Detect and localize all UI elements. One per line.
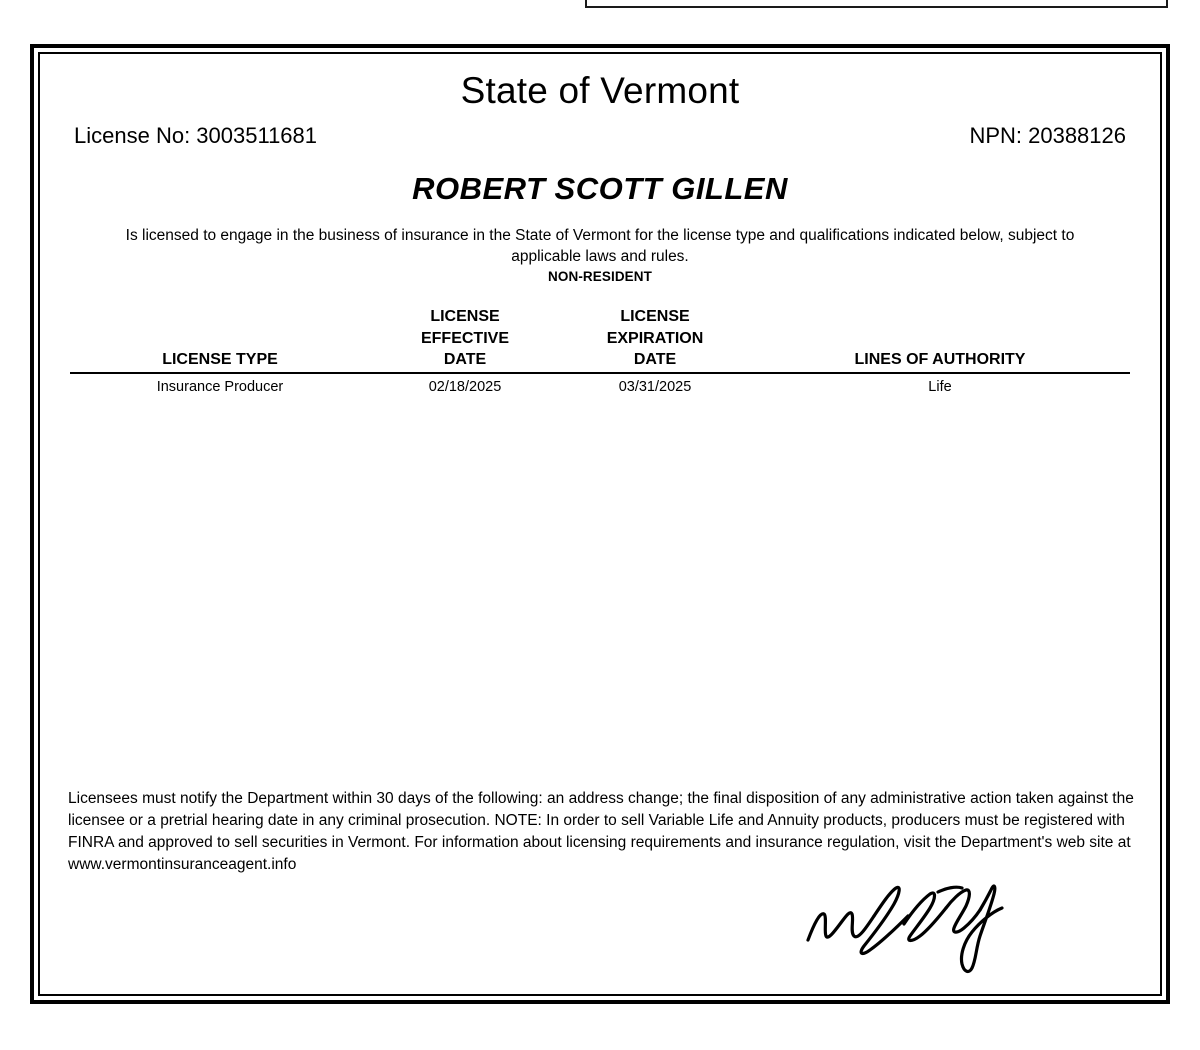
page-title: State of Vermont [460, 70, 740, 111]
cell-effective-date: 02/18/2025 [428, 379, 502, 396]
expiration-date-line-2: EXPIRATION [606, 329, 704, 347]
column-header-expiration-date [560, 306, 750, 373]
certificate-content [40, 54, 1160, 994]
top-clipped-box [585, 0, 1168, 8]
cell-license-type: Insurance Producer [156, 379, 284, 396]
expiration-date-line-1: LICENSE [620, 308, 690, 326]
identifier-row [68, 123, 1132, 149]
license-statement: Is licensed to engage in the business of insurance in the State of Vermont for the license type and qualifications indicated below, subject to applicable laws and rules. [125, 226, 1075, 265]
npn-number: NPN: 20388126 [969, 122, 1126, 148]
column-header-effective-date [370, 306, 560, 373]
effective-date-line-3: DATE [443, 350, 487, 368]
residency-status: NON-RESIDENT [548, 269, 652, 285]
column-header-lines-of-authority-label: LINES OF AUTHORITY [854, 350, 1026, 368]
license-certificate [30, 44, 1170, 1004]
column-header-lines-of-authority [750, 306, 1130, 373]
licensee-name: ROBERT SCOTT GILLEN [412, 170, 788, 206]
license-number: License No: 3003511681 [74, 122, 318, 148]
expiration-date-line-3: DATE [633, 350, 677, 368]
table-header-row [70, 306, 1130, 373]
legal-notice: Licensees must notify the Department within 30 days of the following: an address change; the final disposition of any administrative action taken against the licensee or a pretrial hearing date in any criminal prosecution. NOTE: In order to sell Variable Life and Annuity products, producers must be registered with FINRA and approved to sell securities in Vermont. For information about licensing requirements and insurance regulation, visit the Department's web site at www.vermontinsuranceagent.info [68, 790, 1134, 873]
cell-lines-of-authority: Life [928, 379, 952, 396]
certificate-inner-border [38, 52, 1162, 996]
signature-icon [800, 862, 1040, 982]
effective-date-line-1: LICENSE [430, 308, 500, 326]
column-header-license-type-label: LICENSE TYPE [162, 350, 278, 368]
column-header-license-type [70, 306, 370, 373]
table-row [70, 373, 1130, 396]
effective-date-line-2: EFFECTIVE [420, 329, 509, 347]
license-details-table [70, 306, 1130, 396]
cell-expiration-date: 03/31/2025 [618, 379, 692, 396]
